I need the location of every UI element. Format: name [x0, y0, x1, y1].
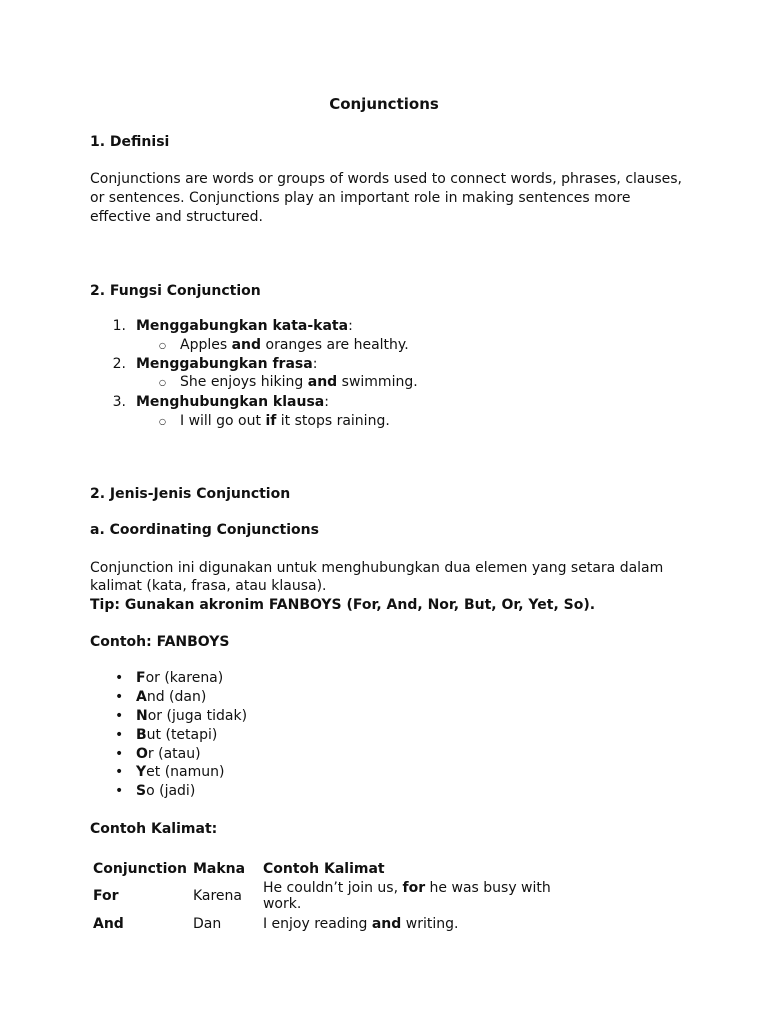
fanboys-letter: Y [136, 764, 147, 780]
fanboys-rest: or (karena) [145, 670, 224, 686]
fanboys-letter: O [136, 746, 148, 762]
fanboys-rest: o (jadi) [146, 783, 196, 799]
disc-bullet-icon: • [115, 708, 124, 724]
paragraph-line: Conjunction ini digunakan untuk menghubungkan dua elemen yang setara dalam [90, 560, 664, 576]
sentence-pre: I enjoy reading [262, 915, 372, 932]
colon: : [348, 318, 353, 334]
list-number: 1. [112, 318, 126, 334]
sentence-keyword: and [371, 915, 402, 932]
fanboys-letter: F [136, 670, 146, 686]
list-item [136, 782, 195, 800]
example-pre: Apples [180, 337, 232, 353]
list-item [136, 355, 317, 373]
definition-paragraph: Conjunctions are words or groups of words used to connect words, phrases, clauses, or sentences. Conjunctions play an important role in making sentences more effective and structured. [90, 171, 683, 225]
list-item [136, 745, 201, 763]
list-number: 3. [112, 394, 126, 410]
list-item [136, 317, 353, 335]
fanboys-rest: et (namun) [146, 764, 225, 780]
list-number: 2. [112, 356, 126, 372]
sentence-keyword: for [402, 880, 426, 896]
table-row [90, 880, 596, 912]
example-post: swimming. [337, 374, 418, 390]
fanboys-letter: B [136, 727, 147, 743]
list-item [136, 688, 206, 706]
example-keyword: and [307, 374, 338, 390]
example-post: it stops raining. [276, 413, 390, 429]
paragraph-line: kalimat (kata, frasa, atau klausa). [90, 578, 327, 594]
example-sentence [180, 373, 418, 391]
colon: : [324, 394, 329, 410]
example-pre: She enjoys hiking [180, 374, 308, 390]
table-cell: Dan [192, 915, 222, 932]
section-heading-fungsi: 2. Fungsi Conjunction [90, 283, 261, 299]
list-item [136, 726, 217, 744]
circle-bullet-icon: ○ [159, 378, 166, 387]
column-header: Contoh Kalimat [262, 860, 385, 877]
contoh-kalimat-heading: Contoh Kalimat: [90, 821, 218, 837]
fanboys-rest: r (atau) [147, 746, 201, 762]
contoh-fanboys-heading: Contoh: FANBOYS [90, 634, 230, 650]
example-sentence [180, 412, 390, 430]
disc-bullet-icon: • [115, 764, 124, 780]
column-header: Conjunction [93, 860, 187, 877]
table-cell: And [93, 915, 124, 932]
tip-text: Tip: Gunakan akronim FANBOYS (For, And, Nor, But, Or, Yet, So). [90, 597, 596, 613]
fanboys-rest: ut (tetapi) [146, 727, 218, 743]
table-cell: For [93, 888, 119, 904]
page-title: Conjunctions [329, 95, 439, 113]
disc-bullet-icon: • [115, 783, 124, 799]
example-sentence [180, 336, 409, 354]
fanboys-letter: S [136, 783, 147, 799]
sentence-pre: He couldn’t join us, [262, 880, 403, 896]
table-header-row [90, 857, 596, 880]
section-heading-jenis: 2. Jenis-Jenis Conjunction [90, 486, 291, 502]
column-header: Makna [192, 860, 246, 877]
function-label: Menggabungkan frasa [136, 356, 313, 372]
fanboys-letter: A [136, 689, 147, 705]
table-cell: Karena [192, 888, 242, 904]
examples-table [90, 857, 596, 935]
disc-bullet-icon: • [115, 727, 124, 743]
example-post: oranges are healthy. [261, 337, 409, 353]
sentence-post: he was busy with work. [262, 880, 551, 912]
colon: : [312, 356, 318, 372]
fanboys-rest: or (juga tidak) [147, 708, 248, 724]
example-pre: I will go out [180, 413, 266, 429]
list-item [136, 763, 224, 781]
sentence-post: writing. [401, 915, 459, 932]
example-keyword: if [265, 413, 277, 429]
disc-bullet-icon: • [115, 689, 124, 705]
list-item [136, 669, 223, 687]
function-label: Menghubungkan klausa [136, 394, 325, 410]
example-keyword: and [231, 337, 262, 353]
list-item [136, 393, 329, 411]
table-cell [260, 912, 596, 935]
function-label: Menggabungkan kata-kata [136, 318, 349, 334]
fanboys-rest: nd (dan) [146, 689, 207, 705]
circle-bullet-icon: ○ [159, 341, 166, 350]
table-cell [260, 880, 596, 912]
fanboys-letter: N [136, 708, 148, 724]
circle-bullet-icon: ○ [159, 417, 166, 426]
list-item [136, 707, 247, 725]
table-row [90, 912, 596, 935]
disc-bullet-icon: • [115, 746, 124, 762]
subheading-coordinating: a. Coordinating Conjunctions [90, 522, 319, 538]
disc-bullet-icon: • [115, 670, 124, 686]
section-heading-definisi: 1. Definisi [90, 134, 170, 150]
